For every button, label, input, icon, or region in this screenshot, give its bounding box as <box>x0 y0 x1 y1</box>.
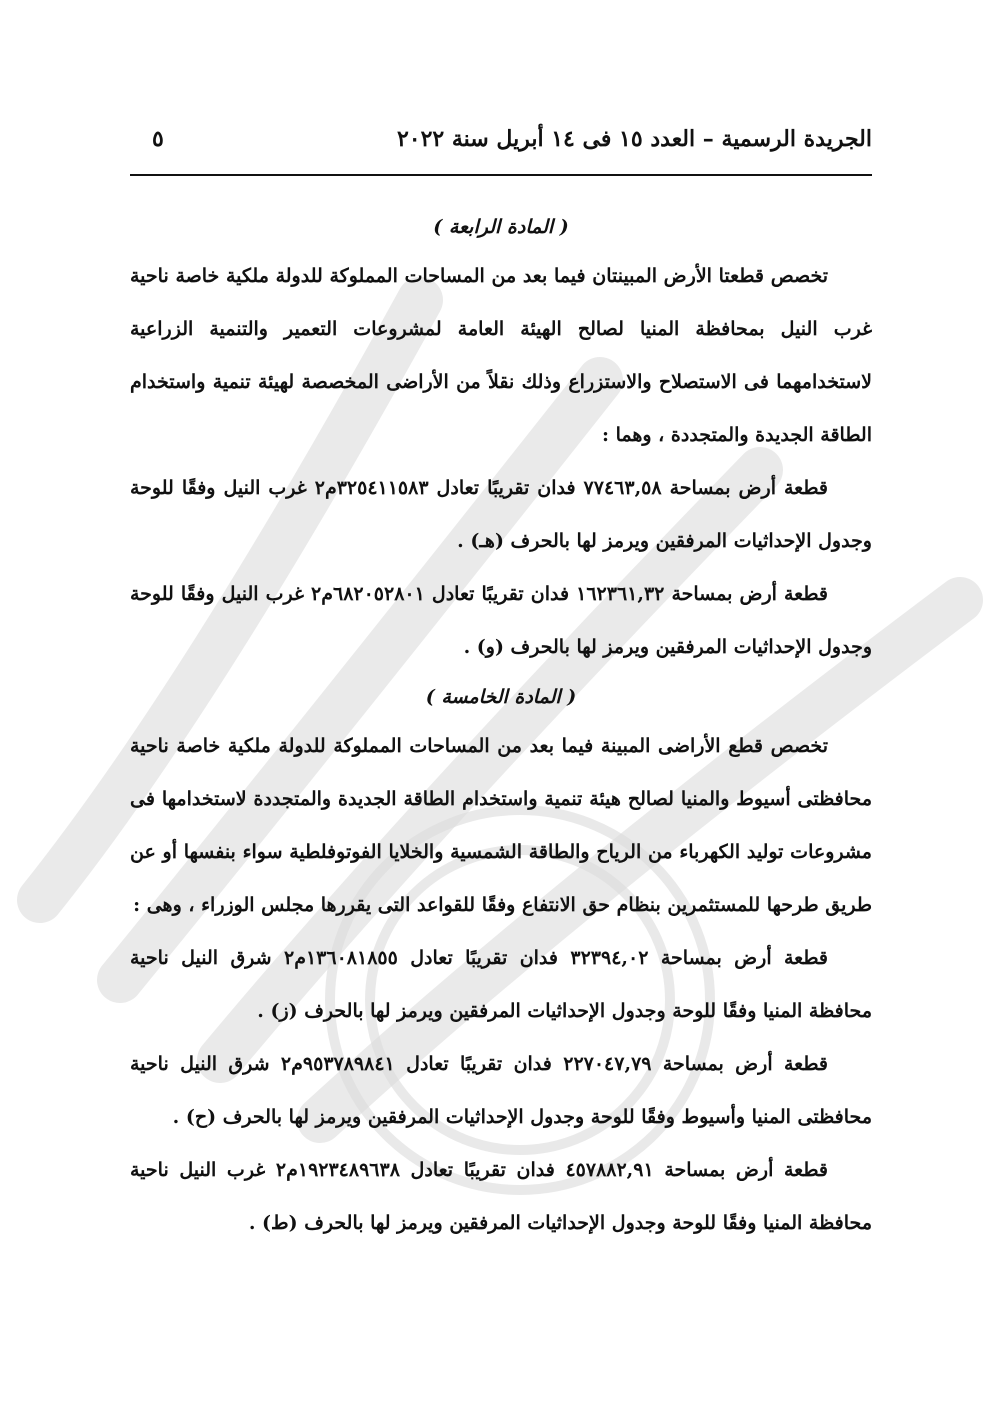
page-number: ٥ <box>152 126 164 152</box>
article-4-plot-1: قطعة أرض بمساحة ٧٧٤٦٣,٥٨ فدان تقريبًا تعادل ٣٢٥٤١١٥٨٣م٢ غرب النيل وفقًا للوحة وجدول الإحداثيات المرفقين ويرمز لها بالحرف (هـ) . <box>130 477 872 552</box>
article-4-plot-2: قطعة أرض بمساحة ١٦٢٣٦١,٣٢ فدان تقريبًا تعادل ٦٨٢٠٥٢٨٠١م٢ غرب النيل وفقًا للوحة وجدول الإحداثيات المرفقين ويرمز لها بالحرف (و) . <box>130 583 872 658</box>
article-4-heading: ( المادة الرابعة ) <box>433 216 569 238</box>
article-5-heading: ( المادة الخامسة ) <box>425 686 577 708</box>
article-5-plot-3: قطعة أرض بمساحة ٤٥٧٨٨٢,٩١ فدان تقريبًا تعادل ١٩٢٣٤٨٩٦٣٨م٢ غرب النيل ناحية محافظة المنيا وفقًا للوحة وجدول الإحداثيات المرفقين ويرمز لها بالحرف (ط) . <box>130 1159 872 1234</box>
article-4-intro: تخصص قطعتا الأرض المبينتان فيما بعد من المساحات المملوكة للدولة ملكية خاصة ناحية غرب النيل بمحافظة المنيا لصالح الهيئة العامة لمشروعات التعمير والتنمية الزراعية لاستخدامهما فى الاستصلاح والاستزراع وذلك نقلاً من الأراضى المخصصة لهيئة تنمية واستخدام الطاقة الجديدة والمتجددة ، وهما : <box>130 265 872 446</box>
header-divider <box>130 174 872 176</box>
article-5-intro: تخصص قطع الأراضى المبينة فيما بعد من المساحات المملوكة للدولة ملكية خاصة ناحية محافظتى أسيوط والمنيا لصالح هيئة تنمية واستخدام الطاقة الجديدة والمتجددة لاستخدامها فى مشروعات توليد الكهرباء من الرياح والطاقة الشمسية والخلايا الفوتوفلطية سواء بنفسها أو عن طريق طرحها للمستثمرين بنظام حق الانتفاع وفقًا للقواعد التى يقررها مجلس الوزراء ، وهى : <box>130 735 873 916</box>
page-header <box>130 118 872 168</box>
article-5-plot-2: قطعة أرض بمساحة ٢٢٧٠٤٧,٧٩ فدان تقريبًا تعادل ٩٥٣٧٨٩٨٤١م٢ شرق النيل ناحية محافظتى المنيا وأسيوط وفقًا للوحة وجدول الإحداثيات المرفقين ويرمز لها بالحرف (ح) . <box>130 1053 872 1128</box>
gazette-title: الجريدة الرسمية – العدد ١٥ فى ١٤ أبريل سنة ٢٠٢٢ <box>396 126 872 152</box>
document-body <box>130 204 872 1250</box>
article-5-plot-1: قطعة أرض بمساحة ٣٢٣٩٤,٠٢ فدان تقريبًا تعادل ١٣٦٠٨١٨٥٥م٢ شرق النيل ناحية محافظة المنيا وفقًا للوحة وجدول الإحداثيات المرفقين ويرمز لها بالحرف (ز) . <box>130 947 872 1022</box>
